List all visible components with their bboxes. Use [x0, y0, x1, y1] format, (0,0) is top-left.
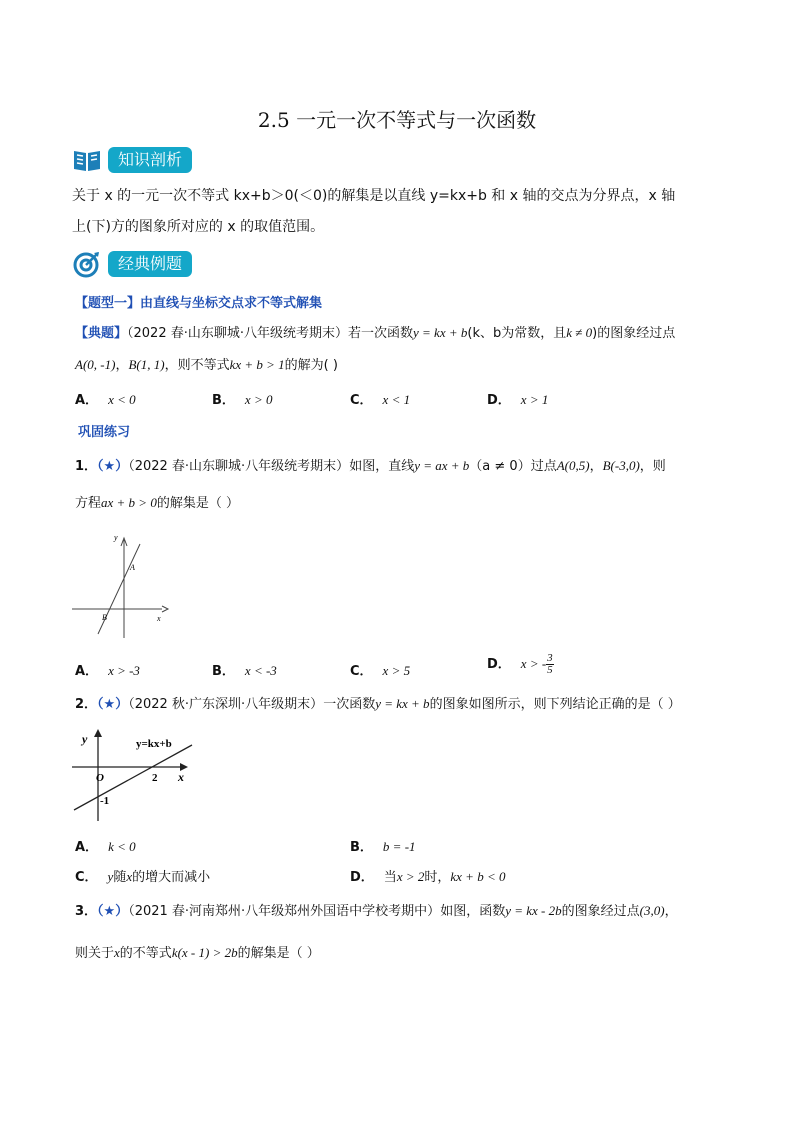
- q2-option-c[interactable]: [75, 866, 210, 885]
- open-book-icon: [72, 147, 102, 173]
- knowledge-banner: [72, 146, 192, 173]
- option-letter: C．: [350, 664, 373, 679]
- q2-star: （★）: [97, 697, 129, 712]
- q3-line2-c: 的解集是（ ）: [237, 946, 320, 961]
- q2-line-1: [75, 694, 681, 715]
- classic-line-1: [75, 323, 675, 344]
- q1-option-d-fraction: [546, 653, 554, 676]
- option-text: x > -: [520, 656, 547, 671]
- classic-text-c: )的图象经过点: [592, 326, 676, 341]
- option-letter: A．: [75, 393, 99, 408]
- option-letter: D．: [487, 657, 511, 672]
- option-text: 随: [113, 870, 127, 885]
- q1-x-label: x: [157, 614, 161, 623]
- q2-option-a[interactable]: [75, 836, 136, 855]
- q1-line2-a: 方程: [75, 496, 102, 511]
- q2-text-b: 的图象如图所示，则下列结论正确的是（ ）: [429, 697, 681, 712]
- q3-source: （2021 春·河南郑州·八年级郑州外国语中学校考期中）: [128, 904, 441, 919]
- q1-text-a: 如图，直线: [349, 459, 415, 474]
- q3-line-2: [75, 943, 320, 964]
- q1-option-d[interactable]: [487, 653, 554, 676]
- option-letter: B．: [350, 840, 373, 855]
- classic-text-d: ，则不等式: [164, 358, 230, 373]
- q1-y-label: y: [114, 533, 118, 542]
- q1-star: （★）: [97, 459, 129, 474]
- q3-line-1: [75, 901, 678, 922]
- classic-source: （2022 春·山东聊城·八年级统考期末）: [127, 326, 348, 341]
- fraction-numerator: 3: [547, 652, 553, 664]
- q2-line: [74, 745, 192, 810]
- q2-number: 2．: [75, 697, 98, 712]
- q3-number: 3．: [75, 904, 98, 919]
- option-letter: D．: [487, 393, 511, 408]
- q1-text-b: 过点: [530, 459, 557, 474]
- classic-option-a[interactable]: [75, 389, 136, 408]
- knowledge-banner-label: 知识剖析: [108, 147, 192, 173]
- option-text: x > 0: [244, 392, 273, 407]
- option-text: x < -3: [244, 663, 277, 678]
- classic-option-c[interactable]: [350, 389, 410, 408]
- q1-line-1: 1．（★）（2022 春·山东聊城·八年级统考期末）如图，直线y = ax + b（a ≠ 0）过点A(0,5)，B(-3,0)，则: [75, 458, 666, 474]
- classic-line-2: A(0, -1)，B(1, 1)，则不等式kx + b > 1的解为( ): [75, 357, 338, 373]
- q3-text-c: ，: [664, 904, 678, 919]
- option-letter: A．: [75, 664, 99, 679]
- classic-text-b: (k、b为常数，且: [467, 326, 567, 341]
- option-text: x < 1: [382, 392, 411, 407]
- q3-star: （★）: [97, 904, 129, 919]
- option-text: b = -1: [382, 839, 416, 854]
- type1-heading: 【题型一】由直线与坐标交点求不等式解集: [75, 296, 323, 311]
- q2-x-label: x: [178, 770, 184, 784]
- option-text-pre: 当: [383, 870, 397, 885]
- option-text: k < 0: [108, 839, 136, 854]
- option-letter: C．: [350, 393, 373, 408]
- classic-point-a: A(0, -1): [75, 357, 116, 372]
- q1-line-2: [75, 493, 239, 514]
- target-icon: [72, 250, 102, 278]
- q1-point-a-label: A: [130, 563, 135, 572]
- classic-option-b[interactable]: [212, 389, 272, 408]
- knowledge-line-2: 上(下)方的图象所对应的 x 的取值范围。: [72, 219, 325, 235]
- q2-formula-a: y = kx + b: [375, 696, 430, 711]
- option-var-x: x: [126, 869, 133, 884]
- q2-neg1-label: -1: [100, 795, 110, 807]
- option-formula: kx + b < 0: [450, 869, 506, 884]
- q1-formula-a: y = ax + b: [414, 458, 470, 473]
- q1-line2-b: 的解集是（ ）: [156, 496, 239, 511]
- classic-text-e: 的解为( ): [284, 358, 338, 373]
- examples-banner: [72, 250, 192, 277]
- option-condition: x > 2: [396, 869, 425, 884]
- q1-cond: （a ≠ 0）: [469, 459, 531, 474]
- classic-point-b: B(1, 1): [128, 357, 165, 372]
- q1-graph: [70, 528, 170, 643]
- option-letter: A．: [75, 840, 99, 855]
- q1-number: 1．: [75, 459, 98, 474]
- option-letter: B．: [212, 393, 235, 408]
- q1-option-b[interactable]: [212, 660, 277, 679]
- q2-graph: [70, 725, 200, 825]
- q2-text-a: 一次函数: [323, 697, 376, 712]
- q3-text-a: 如图，函数: [440, 904, 506, 919]
- q2-two-label: 2: [152, 772, 158, 784]
- q2-option-b[interactable]: [350, 836, 416, 855]
- option-text: x > 1: [520, 392, 549, 407]
- option-text: x > 5: [382, 663, 411, 678]
- q1-point-a: A(0,5): [556, 458, 590, 473]
- q1-source: （2022 春·山东聊城·八年级统考期末）: [128, 459, 350, 474]
- option-var-y: y: [107, 869, 114, 884]
- q1-option-c[interactable]: [350, 660, 410, 679]
- classic-option-d[interactable]: [487, 389, 548, 408]
- option-letter: C．: [75, 870, 98, 885]
- classic-formula-b: k ≠ 0: [566, 325, 593, 340]
- option-letter: B．: [212, 664, 235, 679]
- q3-line2-a: 则关于: [75, 946, 115, 961]
- q1-point-b: B(-3,0): [602, 458, 640, 473]
- option-text-post: 时，: [424, 870, 451, 885]
- classic-tag: 【典题】: [75, 326, 128, 341]
- knowledge-line-1: 关于 x 的一元一次不等式 kx+b＞0(＜0)的解集是以直线 y=kx+b 和 x 轴的交点为分界点，x 轴: [72, 188, 676, 204]
- classic-text-a: 若一次函数: [348, 326, 414, 341]
- practice-heading: 巩固练习: [78, 425, 131, 440]
- q1-formula-b: ax + b > 0: [101, 495, 157, 510]
- q1-option-a[interactable]: [75, 660, 140, 679]
- option-text: x < 0: [108, 392, 136, 407]
- q2-source: （2022 秋·广东深圳·八年级期末）: [128, 697, 324, 712]
- q3-line2-b: 的不等式: [119, 946, 172, 961]
- classic-formula-a: y = kx + b: [413, 325, 468, 340]
- q3-formula-b: k(x - 1) > 2b: [171, 945, 238, 960]
- page-title: 2.5 一元一次不等式与一次函数: [257, 108, 537, 132]
- q2-option-d[interactable]: [350, 866, 505, 885]
- q2-y-label: y: [82, 732, 88, 746]
- option-letter: D．: [350, 870, 374, 885]
- q3-point: (3,0): [639, 903, 665, 918]
- q3-text-b: 的图象经过点: [561, 904, 640, 919]
- fraction-denominator: 5: [547, 664, 553, 676]
- option-text-post: 的增大而减小: [132, 870, 211, 885]
- q1-text-c: ，则: [639, 459, 666, 474]
- q2-eq-label: y=kx+b: [136, 738, 172, 750]
- q2-origin-label: O: [96, 772, 104, 784]
- classic-formula-c: kx + b > 1: [229, 357, 285, 372]
- option-text: x > -3: [108, 663, 140, 678]
- examples-banner-label: 经典例题: [108, 251, 192, 277]
- q3-line2-x: x: [114, 945, 120, 960]
- q1-point-b-label: B: [102, 613, 107, 622]
- q3-formula-a: y = kx - 2b: [505, 903, 562, 918]
